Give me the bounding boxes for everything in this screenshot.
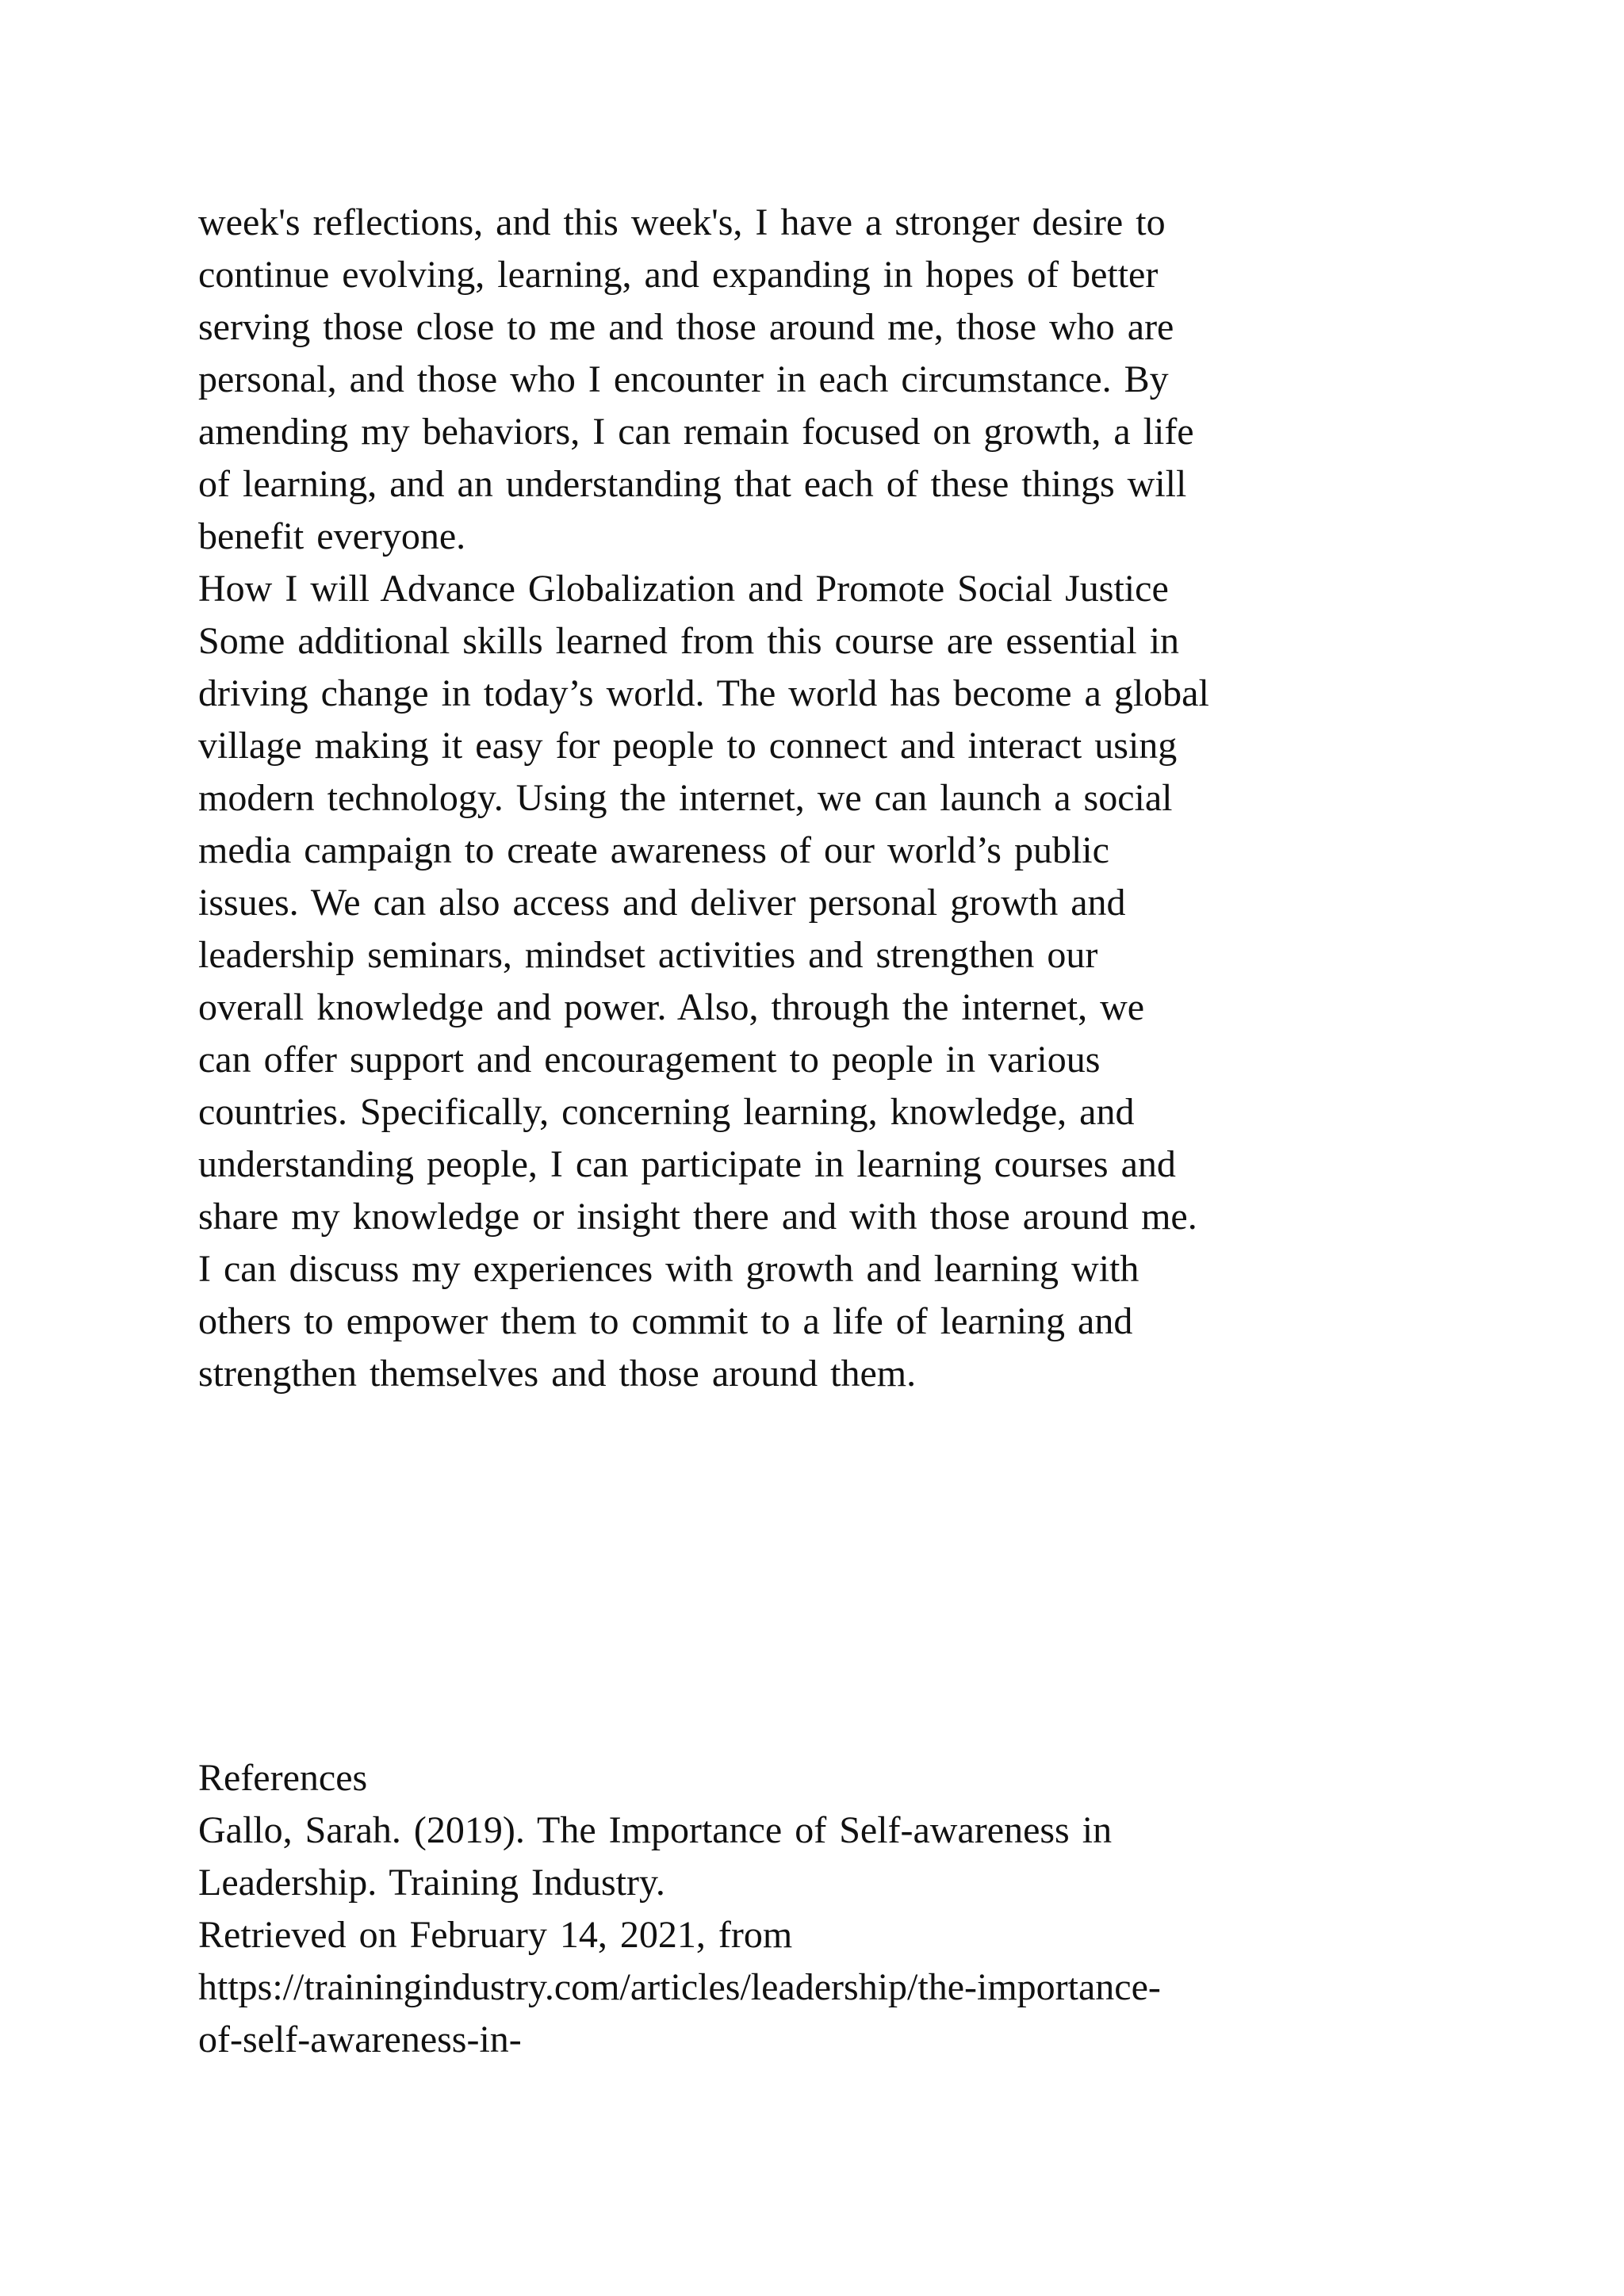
body-line: Some additional skills learned from this course are essential in bbox=[198, 620, 1180, 662]
body-line: leadership seminars, mindset activities and strengthen our bbox=[198, 934, 1098, 976]
body-line: strengthen themselves and those around them. bbox=[198, 1353, 917, 1395]
section-heading: How I will Advance Globalization and Promote Social Justice bbox=[198, 568, 1169, 610]
body-line: I can discuss my experiences with growth and learning with bbox=[198, 1248, 1139, 1290]
reference-line: Retrieved on February 14, 2021, from bbox=[198, 1914, 793, 1956]
body-line: amending my behaviors, I can remain focused on growth, a life bbox=[198, 411, 1194, 453]
body-line: week's reflections, and this week's, I have a stronger desire to bbox=[198, 201, 1166, 243]
body-line: continue evolving, learning, and expanding in hopes of better bbox=[198, 254, 1159, 296]
body-line: share my knowledge or insight there and with those around me. bbox=[198, 1196, 1197, 1238]
body-line: of learning, and an understanding that each of these things will bbox=[198, 463, 1187, 505]
body-line: issues. We can also access and deliver personal growth and bbox=[198, 882, 1126, 924]
references-heading: References bbox=[198, 1757, 368, 1799]
body-line: overall knowledge and power. Also, through the internet, we bbox=[198, 986, 1145, 1028]
body-line: benefit everyone. bbox=[198, 515, 466, 557]
body-line: modern technology. Using the internet, we can launch a social bbox=[198, 777, 1173, 819]
reference-line: Gallo, Sarah. (2019). The Importance of Self-awareness in bbox=[198, 1809, 1113, 1851]
references-section bbox=[198, 1752, 1499, 2066]
body-line: personal, and those who I encounter in each circumstance. By bbox=[198, 358, 1169, 400]
body-line: can offer support and encouragement to people in various bbox=[198, 1039, 1101, 1081]
reference-url-line: of-self-awareness-in- bbox=[198, 2019, 522, 2061]
reference-url-line: https://trainingindustry.com/articles/leadership/the-importance- bbox=[198, 1966, 1161, 2008]
reference-line: Leadership. Training Industry. bbox=[198, 1862, 665, 1904]
body-line: countries. Specifically, concerning learning, knowledge, and bbox=[198, 1091, 1135, 1133]
body-line: village making it easy for people to connect and interact using bbox=[198, 725, 1178, 767]
body-line: others to empower them to commit to a life of learning and bbox=[198, 1300, 1133, 1342]
body-line: understanding people, I can participate in learning courses and bbox=[198, 1143, 1176, 1185]
body-text bbox=[198, 197, 1499, 1400]
body-line: serving those close to me and those around me, those who are bbox=[198, 306, 1174, 348]
body-line: driving change in today’s world. The world has become a global bbox=[198, 672, 1209, 714]
body-line: media campaign to create awareness of our world’s public bbox=[198, 829, 1109, 871]
